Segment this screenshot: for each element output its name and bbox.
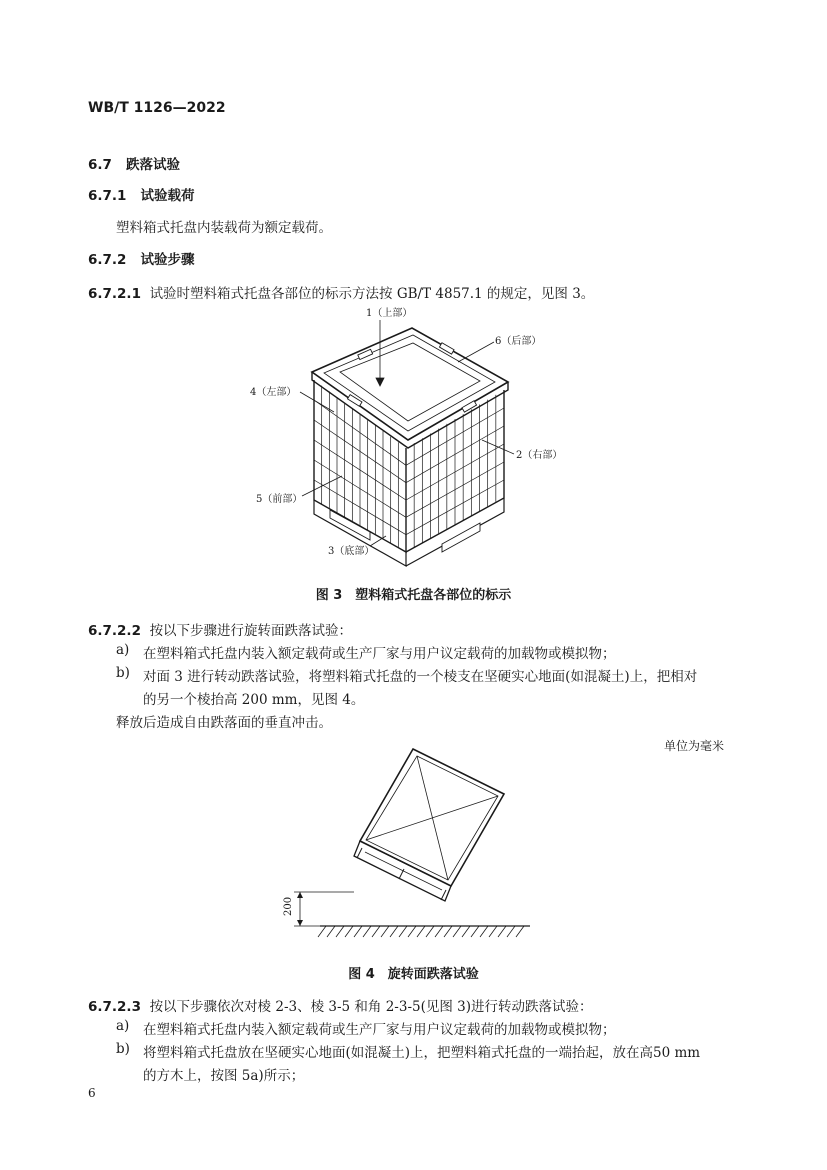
page-number: 6 <box>88 1086 96 1100</box>
section-number: 6.7.1 <box>88 188 127 204</box>
clause-number: 6.7.2.2 <box>88 623 141 639</box>
figure-4-rotational-drop-diagram <box>270 740 540 948</box>
ground-hatching <box>318 926 524 937</box>
label-top: 1（上部） <box>366 308 413 319</box>
section-number: 6.7.2 <box>88 252 127 268</box>
section-6-7-heading <box>88 153 180 173</box>
unit-note: 单位为毫米 <box>664 739 725 753</box>
list-marker: b) <box>116 1041 130 1057</box>
label-right: 2（右部） <box>516 450 563 461</box>
list-item-b <box>116 1041 130 1057</box>
list-item-b-line-1: 对面 3 进行转动跌落试验，将塑料箱式托盘的一个棱支在坚硬实心地面(如混凝土)上，把相对 <box>143 669 698 685</box>
dimension-200-label: 200 <box>283 896 294 916</box>
clause-number: 6.7.2.3 <box>88 999 141 1015</box>
label-left: 4（左部） <box>250 387 297 398</box>
clause-6-7-2-2-after: 释放后造成自由跌落面的垂直冲击。 <box>116 715 332 731</box>
list-item-a-text: 在塑料箱式托盘内装入额定载荷或生产厂家与用户议定载荷的加载物或模拟物； <box>143 1022 616 1038</box>
clause-number: 6.7.2.1 <box>88 286 141 302</box>
section-title: 试验步骤 <box>140 252 195 268</box>
clause-text: 按以下步骤依次对棱 2-3、棱 3-5 和角 2-3-5(见图 3)进行转动跌落试验： <box>149 999 593 1015</box>
list-marker: b) <box>116 665 130 681</box>
section-6-7-2-heading <box>88 248 195 268</box>
figure-3-pallet-box-diagram <box>230 300 570 570</box>
list-item-b <box>116 665 130 681</box>
section-title: 跌落试验 <box>126 157 181 173</box>
section-title: 试验载荷 <box>140 188 195 204</box>
standard-number: WB/T 1126—2022 <box>88 100 226 116</box>
section-number: 6.7 <box>88 157 112 173</box>
figure-3-caption: 图 3 塑料箱式托盘各部位的标示 <box>315 588 512 603</box>
section-6-7-1-heading <box>88 184 195 204</box>
clause-6-7-2-2 <box>88 619 352 639</box>
list-item-a-text: 在塑料箱式托盘内装入额定载荷或生产厂家与用户议定载荷的加载物或模拟物； <box>143 646 616 662</box>
clause-text: 按以下步骤进行旋转面跌落试验： <box>149 623 353 639</box>
list-item-a <box>116 1018 129 1034</box>
figure-4-caption: 图 4 旋转面跌落试验 <box>348 967 479 982</box>
list-item-b-line-1: 将塑料箱式托盘放在坚硬实心地面(如混凝土)上，把塑料箱式托盘的一端抬起，放在高50 mm <box>143 1045 701 1061</box>
section-6-7-1-body: 塑料箱式托盘内装载荷为额定载荷。 <box>116 220 332 236</box>
list-marker: a) <box>116 642 130 658</box>
list-item-a <box>116 642 129 658</box>
list-item-b-line-2: 的另一个棱抬高 200 mm，见图 4。 <box>143 692 365 708</box>
right-wall-ribs <box>406 395 504 548</box>
label-back: 6（后部） <box>495 336 542 347</box>
clause-6-7-2-1 <box>88 282 594 302</box>
label-bottom: 3（底部） <box>328 546 375 557</box>
clause-6-7-2-3 <box>88 995 593 1015</box>
clause-text: 试验时塑料箱式托盘各部位的标示方法按 GB/T 4857.1 的规定，见图 3。 <box>149 286 595 302</box>
label-front: 5（前部） <box>256 494 303 505</box>
list-marker: a) <box>116 1018 130 1034</box>
list-item-b-line-2: 的方木上，按图 5a)所示； <box>143 1068 305 1084</box>
